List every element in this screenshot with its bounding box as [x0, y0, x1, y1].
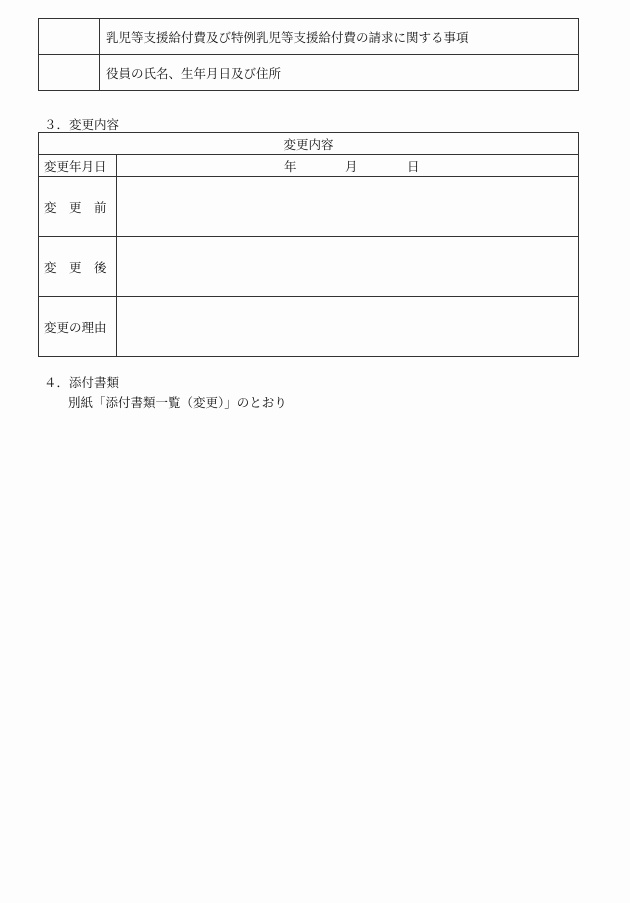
- table-row: [39, 297, 579, 357]
- item-number-cell: [39, 55, 100, 91]
- after-change-label: 変 更 後: [39, 237, 117, 297]
- before-change-field[interactable]: [117, 177, 579, 237]
- change-date-field[interactable]: [117, 155, 579, 177]
- item-text-cell: 役員の氏名、生年月日及び住所: [100, 55, 579, 91]
- table-row: [39, 155, 579, 177]
- attachment-note: 別紙「添付書類一覧（変更）」のとおり: [68, 395, 287, 410]
- table-row: [39, 19, 579, 55]
- change-reason-label: 変更の理由: [39, 297, 117, 357]
- item-text-cell: 乳児等支援給付費及び特例乳児等支援給付費の請求に関する事項: [100, 19, 579, 55]
- table-row: [39, 237, 579, 297]
- change-table: [38, 132, 579, 357]
- section4-heading: ４．添付書類: [44, 375, 120, 390]
- change-date-label: 変更年月日: [39, 155, 117, 177]
- item-number-cell: [39, 19, 100, 55]
- day-label: 日: [407, 158, 420, 174]
- items-table: [38, 18, 579, 91]
- before-change-label: 変 更 前: [39, 177, 117, 237]
- table-row: [39, 133, 579, 155]
- table-row: [39, 55, 579, 91]
- month-label: 月: [345, 158, 358, 174]
- change-table-title: 変更内容: [39, 133, 579, 155]
- table-row: [39, 177, 579, 237]
- change-reason-field[interactable]: [117, 297, 579, 357]
- year-label: 年: [284, 158, 297, 174]
- section3-heading: ３．変更内容: [44, 117, 120, 132]
- after-change-field[interactable]: [117, 237, 579, 297]
